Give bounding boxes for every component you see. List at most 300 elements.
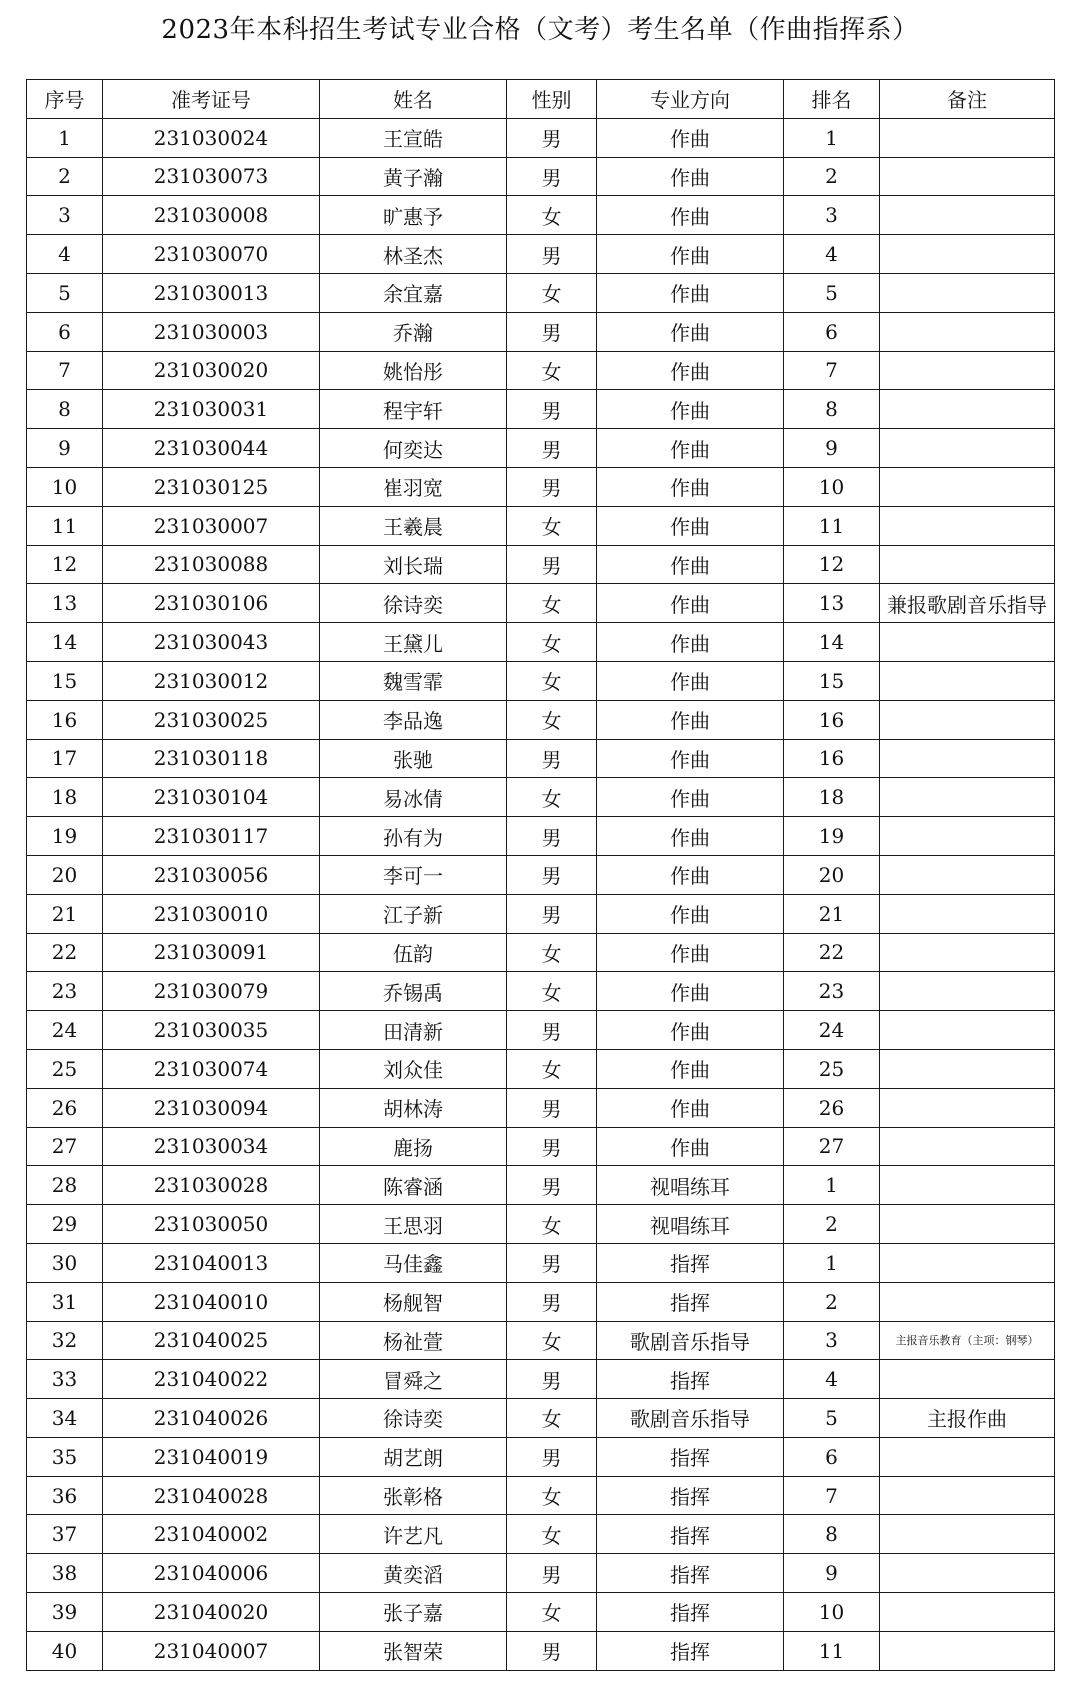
cell-name: 徐诗奕 xyxy=(320,584,507,623)
table-row xyxy=(27,623,1055,662)
cell-gender: 男 xyxy=(507,157,597,196)
cell-name: 崔羽宽 xyxy=(320,467,507,506)
cell-major: 作曲 xyxy=(597,1011,784,1050)
cell-gender: 女 xyxy=(507,1399,597,1438)
cell-major: 指挥 xyxy=(597,1593,784,1632)
cell-seq: 11 xyxy=(27,506,103,545)
cell-major: 作曲 xyxy=(597,855,784,894)
cell-seq: 9 xyxy=(27,429,103,468)
cell-rank: 11 xyxy=(784,1631,880,1670)
cell-major: 作曲 xyxy=(597,817,784,856)
cell-ticket-no: 231040006 xyxy=(103,1554,320,1593)
header-note: 备注 xyxy=(880,80,1055,119)
cell-note xyxy=(880,933,1055,972)
cell-name: 姚怡彤 xyxy=(320,351,507,390)
cell-rank: 16 xyxy=(784,700,880,739)
cell-seq: 29 xyxy=(27,1205,103,1244)
table-row xyxy=(27,778,1055,817)
cell-gender: 女 xyxy=(507,1321,597,1360)
cell-note xyxy=(880,118,1055,157)
cell-ticket-no: 231030034 xyxy=(103,1127,320,1166)
cell-rank: 26 xyxy=(784,1088,880,1127)
table-row xyxy=(27,1476,1055,1515)
cell-note xyxy=(880,351,1055,390)
cell-note xyxy=(880,1515,1055,1554)
cell-ticket-no: 231030125 xyxy=(103,467,320,506)
table-row xyxy=(27,1243,1055,1282)
cell-rank: 23 xyxy=(784,972,880,1011)
cell-rank: 13 xyxy=(784,584,880,623)
page-title: 2023年本科招生考试专业合格（文考）考生名单（作曲指挥系） xyxy=(161,15,919,45)
cell-major: 作曲 xyxy=(597,235,784,274)
table-row xyxy=(27,506,1055,545)
header-ticket-no: 准考证号 xyxy=(103,80,320,119)
cell-name: 杨祉萱 xyxy=(320,1321,507,1360)
cell-ticket-no: 231030074 xyxy=(103,1049,320,1088)
table-header-row xyxy=(27,80,1055,119)
cell-gender: 男 xyxy=(507,1011,597,1050)
cell-major: 作曲 xyxy=(597,700,784,739)
cell-major: 作曲 xyxy=(597,429,784,468)
cell-seq: 40 xyxy=(27,1631,103,1670)
cell-ticket-no: 231030104 xyxy=(103,778,320,817)
cell-major: 作曲 xyxy=(597,584,784,623)
cell-major: 作曲 xyxy=(597,1088,784,1127)
cell-gender: 男 xyxy=(507,1088,597,1127)
cell-rank: 22 xyxy=(784,933,880,972)
cell-seq: 26 xyxy=(27,1088,103,1127)
table-row xyxy=(27,312,1055,351)
table-row xyxy=(27,1205,1055,1244)
cell-seq: 2 xyxy=(27,157,103,196)
cell-ticket-no: 231030044 xyxy=(103,429,320,468)
cell-major: 指挥 xyxy=(597,1476,784,1515)
cell-seq: 17 xyxy=(27,739,103,778)
cell-rank: 4 xyxy=(784,235,880,274)
cell-name: 李品逸 xyxy=(320,700,507,739)
cell-note xyxy=(880,972,1055,1011)
candidate-table xyxy=(26,79,1055,1671)
cell-ticket-no: 231030025 xyxy=(103,700,320,739)
cell-rank: 2 xyxy=(784,1205,880,1244)
table-row xyxy=(27,700,1055,739)
cell-ticket-no: 231040020 xyxy=(103,1593,320,1632)
cell-note xyxy=(880,545,1055,584)
cell-seq: 25 xyxy=(27,1049,103,1088)
cell-major: 作曲 xyxy=(597,1049,784,1088)
cell-name: 张彰格 xyxy=(320,1476,507,1515)
cell-note xyxy=(880,1360,1055,1399)
table-body xyxy=(27,118,1055,1670)
cell-ticket-no: 231040010 xyxy=(103,1282,320,1321)
cell-major: 作曲 xyxy=(597,778,784,817)
cell-note xyxy=(880,1088,1055,1127)
cell-name: 林圣杰 xyxy=(320,235,507,274)
cell-ticket-no: 231030056 xyxy=(103,855,320,894)
cell-ticket-no: 231040028 xyxy=(103,1476,320,1515)
cell-gender: 男 xyxy=(507,855,597,894)
cell-seq: 30 xyxy=(27,1243,103,1282)
cell-seq: 20 xyxy=(27,855,103,894)
cell-seq: 22 xyxy=(27,933,103,972)
cell-note xyxy=(880,429,1055,468)
cell-seq: 36 xyxy=(27,1476,103,1515)
cell-name: 马佳鑫 xyxy=(320,1243,507,1282)
cell-major: 歌剧音乐指导 xyxy=(597,1399,784,1438)
cell-gender: 男 xyxy=(507,1127,597,1166)
table-row xyxy=(27,157,1055,196)
cell-major: 视唱练耳 xyxy=(597,1205,784,1244)
cell-major: 作曲 xyxy=(597,157,784,196)
cell-name: 许艺凡 xyxy=(320,1515,507,1554)
cell-major: 作曲 xyxy=(597,545,784,584)
cell-name: 刘长瑞 xyxy=(320,545,507,584)
cell-rank: 4 xyxy=(784,1360,880,1399)
cell-ticket-no: 231040025 xyxy=(103,1321,320,1360)
cell-note xyxy=(880,623,1055,662)
cell-seq: 13 xyxy=(27,584,103,623)
table-row xyxy=(27,1088,1055,1127)
cell-note xyxy=(880,1011,1055,1050)
cell-rank: 9 xyxy=(784,429,880,468)
cell-note xyxy=(880,855,1055,894)
table-row xyxy=(27,1166,1055,1205)
cell-name: 鹿扬 xyxy=(320,1127,507,1166)
cell-gender: 男 xyxy=(507,739,597,778)
cell-gender: 女 xyxy=(507,623,597,662)
cell-ticket-no: 231030088 xyxy=(103,545,320,584)
cell-note xyxy=(880,894,1055,933)
cell-rank: 16 xyxy=(784,739,880,778)
cell-rank: 14 xyxy=(784,623,880,662)
cell-gender: 女 xyxy=(507,1476,597,1515)
cell-name: 张驰 xyxy=(320,739,507,778)
cell-major: 作曲 xyxy=(597,118,784,157)
cell-rank: 11 xyxy=(784,506,880,545)
cell-ticket-no: 231030008 xyxy=(103,196,320,235)
cell-name: 何奕达 xyxy=(320,429,507,468)
cell-rank: 24 xyxy=(784,1011,880,1050)
cell-seq: 33 xyxy=(27,1360,103,1399)
cell-ticket-no: 231030013 xyxy=(103,273,320,312)
cell-ticket-no: 231040007 xyxy=(103,1631,320,1670)
cell-gender: 女 xyxy=(507,1049,597,1088)
cell-gender: 男 xyxy=(507,390,597,429)
cell-note xyxy=(880,661,1055,700)
cell-rank: 6 xyxy=(784,1437,880,1476)
table-row xyxy=(27,1049,1055,1088)
cell-gender: 女 xyxy=(507,1205,597,1244)
cell-rank: 1 xyxy=(784,1166,880,1205)
cell-note xyxy=(880,700,1055,739)
cell-major: 作曲 xyxy=(597,661,784,700)
table-row xyxy=(27,196,1055,235)
cell-rank: 9 xyxy=(784,1554,880,1593)
cell-name: 程宇轩 xyxy=(320,390,507,429)
cell-rank: 1 xyxy=(784,118,880,157)
cell-gender: 女 xyxy=(507,196,597,235)
cell-note xyxy=(880,1127,1055,1166)
header-gender: 性别 xyxy=(507,80,597,119)
cell-note xyxy=(880,1205,1055,1244)
table-row xyxy=(27,1282,1055,1321)
cell-note xyxy=(880,235,1055,274)
cell-major: 作曲 xyxy=(597,972,784,1011)
table-row xyxy=(27,1437,1055,1476)
cell-gender: 女 xyxy=(507,972,597,1011)
cell-note: 兼报歌剧音乐指导 xyxy=(880,584,1055,623)
cell-rank: 15 xyxy=(784,661,880,700)
cell-note xyxy=(880,506,1055,545)
cell-note xyxy=(880,1631,1055,1670)
cell-note xyxy=(880,312,1055,351)
cell-name: 冒舜之 xyxy=(320,1360,507,1399)
cell-seq: 32 xyxy=(27,1321,103,1360)
cell-gender: 女 xyxy=(507,1515,597,1554)
cell-rank: 10 xyxy=(784,1593,880,1632)
table-row xyxy=(27,1321,1055,1360)
table-row xyxy=(27,855,1055,894)
table-row xyxy=(27,390,1055,429)
cell-note xyxy=(880,273,1055,312)
cell-rank: 7 xyxy=(784,351,880,390)
cell-note xyxy=(880,1437,1055,1476)
cell-seq: 39 xyxy=(27,1593,103,1632)
cell-note xyxy=(880,1593,1055,1632)
cell-major: 指挥 xyxy=(597,1243,784,1282)
cell-name: 田清新 xyxy=(320,1011,507,1050)
cell-ticket-no: 231030106 xyxy=(103,584,320,623)
cell-ticket-no: 231030007 xyxy=(103,506,320,545)
cell-ticket-no: 231030003 xyxy=(103,312,320,351)
cell-seq: 19 xyxy=(27,817,103,856)
table-row xyxy=(27,545,1055,584)
cell-gender: 男 xyxy=(507,429,597,468)
cell-name: 胡艺朗 xyxy=(320,1437,507,1476)
cell-ticket-no: 231040026 xyxy=(103,1399,320,1438)
cell-gender: 男 xyxy=(507,235,597,274)
cell-ticket-no: 231030012 xyxy=(103,661,320,700)
cell-ticket-no: 231030043 xyxy=(103,623,320,662)
cell-gender: 女 xyxy=(507,506,597,545)
cell-ticket-no: 231030091 xyxy=(103,933,320,972)
cell-rank: 6 xyxy=(784,312,880,351)
cell-note xyxy=(880,1049,1055,1088)
cell-name: 易冰倩 xyxy=(320,778,507,817)
cell-rank: 19 xyxy=(784,817,880,856)
cell-rank: 1 xyxy=(784,1243,880,1282)
cell-gender: 女 xyxy=(507,700,597,739)
cell-note: 主报音乐教育（主项：钢琴） xyxy=(880,1321,1055,1360)
table-row xyxy=(27,933,1055,972)
cell-note xyxy=(880,739,1055,778)
header-name: 姓名 xyxy=(320,80,507,119)
cell-name: 徐诗奕 xyxy=(320,1399,507,1438)
cell-gender: 男 xyxy=(507,1554,597,1593)
cell-gender: 男 xyxy=(507,1282,597,1321)
cell-major: 作曲 xyxy=(597,933,784,972)
cell-rank: 25 xyxy=(784,1049,880,1088)
cell-gender: 男 xyxy=(507,1631,597,1670)
cell-name: 张智荣 xyxy=(320,1631,507,1670)
cell-rank: 20 xyxy=(784,855,880,894)
header-seq: 序号 xyxy=(27,80,103,119)
cell-major: 视唱练耳 xyxy=(597,1166,784,1205)
cell-major: 作曲 xyxy=(597,1127,784,1166)
cell-seq: 10 xyxy=(27,467,103,506)
cell-seq: 28 xyxy=(27,1166,103,1205)
cell-major: 指挥 xyxy=(597,1437,784,1476)
cell-gender: 女 xyxy=(507,351,597,390)
cell-ticket-no: 231030020 xyxy=(103,351,320,390)
cell-major: 指挥 xyxy=(597,1515,784,1554)
table-row xyxy=(27,1631,1055,1670)
cell-name: 杨舰智 xyxy=(320,1282,507,1321)
cell-note xyxy=(880,817,1055,856)
table-row xyxy=(27,1399,1055,1438)
cell-major: 指挥 xyxy=(597,1554,784,1593)
cell-name: 王宣皓 xyxy=(320,118,507,157)
cell-note xyxy=(880,157,1055,196)
cell-major: 作曲 xyxy=(597,351,784,390)
cell-ticket-no: 231040022 xyxy=(103,1360,320,1399)
cell-note xyxy=(880,1476,1055,1515)
cell-ticket-no: 231030024 xyxy=(103,118,320,157)
cell-gender: 男 xyxy=(507,545,597,584)
cell-seq: 35 xyxy=(27,1437,103,1476)
cell-ticket-no: 231030031 xyxy=(103,390,320,429)
table-row xyxy=(27,118,1055,157)
cell-major: 作曲 xyxy=(597,506,784,545)
header-major: 专业方向 xyxy=(597,80,784,119)
cell-ticket-no: 231040019 xyxy=(103,1437,320,1476)
cell-seq: 12 xyxy=(27,545,103,584)
cell-name: 乔锡禹 xyxy=(320,972,507,1011)
cell-ticket-no: 231040002 xyxy=(103,1515,320,1554)
table-row xyxy=(27,661,1055,700)
cell-ticket-no: 231030079 xyxy=(103,972,320,1011)
cell-note xyxy=(880,1282,1055,1321)
cell-major: 作曲 xyxy=(597,312,784,351)
table-row xyxy=(27,1593,1055,1632)
cell-seq: 27 xyxy=(27,1127,103,1166)
cell-seq: 21 xyxy=(27,894,103,933)
cell-note: 主报作曲 xyxy=(880,1399,1055,1438)
cell-rank: 2 xyxy=(784,157,880,196)
cell-ticket-no: 231030050 xyxy=(103,1205,320,1244)
cell-major: 歌剧音乐指导 xyxy=(597,1321,784,1360)
cell-rank: 3 xyxy=(784,1321,880,1360)
table-row xyxy=(27,467,1055,506)
cell-name: 王羲晨 xyxy=(320,506,507,545)
cell-gender: 女 xyxy=(507,933,597,972)
table-row xyxy=(27,817,1055,856)
cell-seq: 16 xyxy=(27,700,103,739)
cell-seq: 38 xyxy=(27,1554,103,1593)
cell-seq: 4 xyxy=(27,235,103,274)
cell-note xyxy=(880,778,1055,817)
cell-gender: 男 xyxy=(507,118,597,157)
table-row xyxy=(27,739,1055,778)
cell-seq: 18 xyxy=(27,778,103,817)
cell-major: 作曲 xyxy=(597,390,784,429)
cell-seq: 3 xyxy=(27,196,103,235)
table-row xyxy=(27,273,1055,312)
table-row xyxy=(27,1554,1055,1593)
cell-rank: 3 xyxy=(784,196,880,235)
cell-rank: 8 xyxy=(784,1515,880,1554)
table-row xyxy=(27,894,1055,933)
cell-name: 胡林涛 xyxy=(320,1088,507,1127)
cell-gender: 女 xyxy=(507,778,597,817)
table-row xyxy=(27,1515,1055,1554)
cell-rank: 12 xyxy=(784,545,880,584)
cell-name: 余宜嘉 xyxy=(320,273,507,312)
cell-major: 作曲 xyxy=(597,739,784,778)
cell-seq: 15 xyxy=(27,661,103,700)
cell-gender: 女 xyxy=(507,584,597,623)
cell-name: 王黛儿 xyxy=(320,623,507,662)
table-row xyxy=(27,429,1055,468)
cell-seq: 23 xyxy=(27,972,103,1011)
table-row xyxy=(27,351,1055,390)
cell-seq: 14 xyxy=(27,623,103,662)
cell-name: 孙有为 xyxy=(320,817,507,856)
cell-note xyxy=(880,390,1055,429)
table-row xyxy=(27,235,1055,274)
cell-gender: 男 xyxy=(507,1360,597,1399)
cell-major: 指挥 xyxy=(597,1631,784,1670)
cell-ticket-no: 231030035 xyxy=(103,1011,320,1050)
cell-gender: 女 xyxy=(507,661,597,700)
cell-ticket-no: 231030094 xyxy=(103,1088,320,1127)
cell-name: 旷惠予 xyxy=(320,196,507,235)
table-row xyxy=(27,1360,1055,1399)
cell-seq: 8 xyxy=(27,390,103,429)
cell-gender: 男 xyxy=(507,894,597,933)
cell-rank: 27 xyxy=(784,1127,880,1166)
cell-note xyxy=(880,1243,1055,1282)
cell-ticket-no: 231030028 xyxy=(103,1166,320,1205)
cell-ticket-no: 231030010 xyxy=(103,894,320,933)
cell-note xyxy=(880,196,1055,235)
cell-gender: 男 xyxy=(507,1243,597,1282)
cell-name: 伍韵 xyxy=(320,933,507,972)
cell-seq: 6 xyxy=(27,312,103,351)
cell-rank: 5 xyxy=(784,1399,880,1438)
cell-name: 李可一 xyxy=(320,855,507,894)
cell-seq: 31 xyxy=(27,1282,103,1321)
cell-note xyxy=(880,1554,1055,1593)
cell-name: 张子嘉 xyxy=(320,1593,507,1632)
cell-rank: 10 xyxy=(784,467,880,506)
cell-rank: 18 xyxy=(784,778,880,817)
cell-seq: 37 xyxy=(27,1515,103,1554)
cell-seq: 34 xyxy=(27,1399,103,1438)
cell-name: 黄子瀚 xyxy=(320,157,507,196)
cell-seq: 5 xyxy=(27,273,103,312)
cell-major: 指挥 xyxy=(597,1360,784,1399)
cell-major: 作曲 xyxy=(597,273,784,312)
cell-gender: 男 xyxy=(507,312,597,351)
cell-major: 指挥 xyxy=(597,1282,784,1321)
cell-ticket-no: 231030073 xyxy=(103,157,320,196)
cell-major: 作曲 xyxy=(597,467,784,506)
cell-seq: 7 xyxy=(27,351,103,390)
cell-gender: 男 xyxy=(507,817,597,856)
table-row xyxy=(27,584,1055,623)
cell-gender: 女 xyxy=(507,273,597,312)
